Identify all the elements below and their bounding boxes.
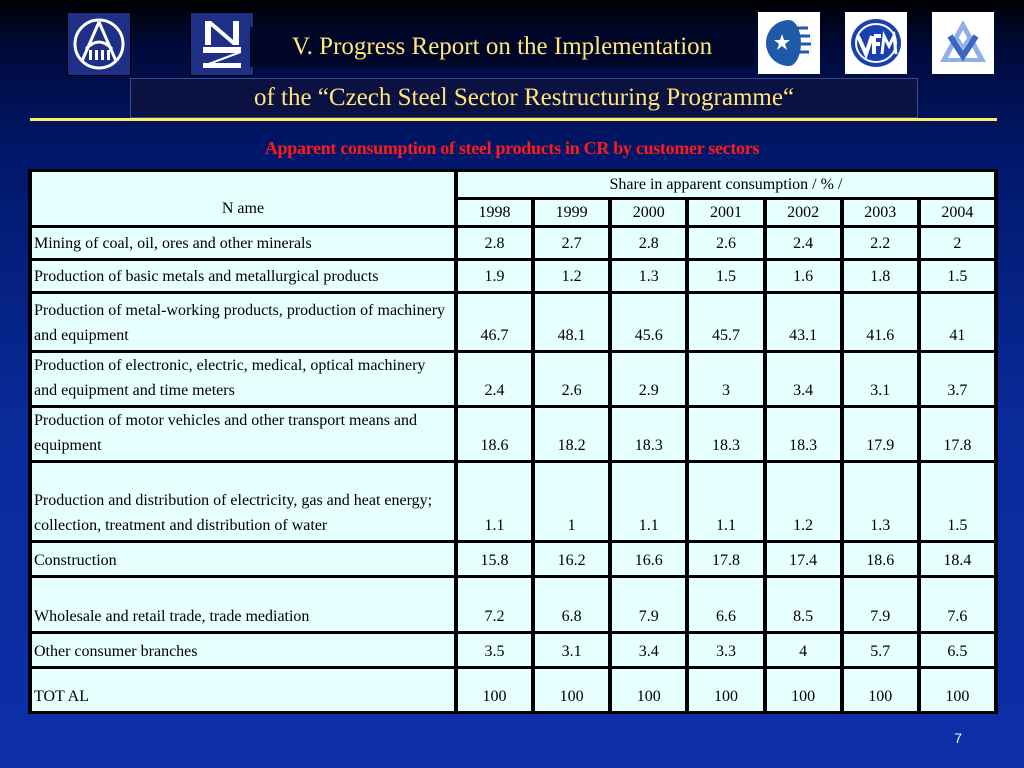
year-header: 1999: [535, 200, 608, 225]
sector-name-cell: Production of metal-working products, production of machinery and equipment: [32, 294, 454, 349]
share-value-cell: 100: [767, 669, 840, 711]
table-row: [32, 228, 994, 258]
share-value-cell: 1: [535, 463, 608, 540]
share-value-cell: 1.5: [921, 261, 994, 291]
share-value-cell: 18.3: [612, 408, 685, 460]
share-value-cell: 7.9: [844, 578, 917, 630]
share-value-cell: 2: [921, 228, 994, 258]
share-value-cell: 1.2: [767, 463, 840, 540]
share-value-cell: 2.4: [767, 228, 840, 258]
table-row: [32, 543, 994, 575]
table-subtitle: Apparent consumption of steel products in CR by customer sectors: [264, 138, 760, 158]
share-value-cell: 41.6: [844, 294, 917, 349]
share-value-cell: 2.4: [458, 353, 531, 405]
share-value-cell: 16.2: [535, 543, 608, 575]
share-value-cell: 45.7: [689, 294, 762, 349]
share-value-cell: 3.3: [689, 634, 762, 666]
share-value-cell: 17.8: [921, 408, 994, 460]
share-value-cell: 1.5: [689, 261, 762, 291]
share-value-cell: 1.1: [689, 463, 762, 540]
vfm-oval-logo: [845, 12, 907, 74]
share-value-cell: 2.2: [844, 228, 917, 258]
sector-name-cell: TOT AL: [32, 669, 454, 711]
table-row: [32, 261, 994, 291]
share-value-cell: 3.4: [767, 353, 840, 405]
share-value-cell: 3.5: [458, 634, 531, 666]
share-value-cell: 1.1: [458, 463, 531, 540]
table-row: [32, 353, 994, 405]
sector-name-cell: Production of electronic, electric, medical, optical machinery and equipment and time meters: [32, 353, 454, 405]
share-value-cell: 100: [612, 669, 685, 711]
share-value-cell: 8.5: [767, 578, 840, 630]
title-divider: [30, 118, 997, 121]
title-line-1-box: [250, 27, 754, 67]
share-value-cell: 2.7: [535, 228, 608, 258]
share-value-cell: 100: [844, 669, 917, 711]
share-value-cell: 1.2: [535, 261, 608, 291]
share-value-cell: 100: [535, 669, 608, 711]
year-header: 2004: [921, 200, 994, 225]
share-value-cell: 16.6: [612, 543, 685, 575]
share-value-cell: 7.9: [612, 578, 685, 630]
share-value-cell: 15.8: [458, 543, 531, 575]
share-value-cell: 6.5: [921, 634, 994, 666]
share-value-cell: 18.2: [535, 408, 608, 460]
slide-title-line-1: V. Progress Report on the Implementation: [291, 33, 713, 60]
sector-name-cell: Mining of coal, oil, ores and other minerals: [32, 228, 454, 258]
share-value-cell: 18.3: [689, 408, 762, 460]
share-value-cell: 7.2: [458, 578, 531, 630]
consumption-table: [28, 169, 998, 714]
slide-title-line-2: of the “Czech Steel Sector Restructuring Programme“: [253, 84, 795, 111]
sector-name-cell: Production of basic metals and metallurgical products: [32, 261, 454, 291]
year-header: 2001: [689, 200, 762, 225]
share-value-cell: 43.1: [767, 294, 840, 349]
share-group-header: Share in apparent consumption / % /: [458, 172, 994, 197]
table-row: [32, 463, 994, 540]
share-value-cell: 18.4: [921, 543, 994, 575]
year-header: 2003: [844, 200, 917, 225]
table-row: [32, 669, 994, 711]
year-header: 2000: [612, 200, 685, 225]
share-value-cell: 41: [921, 294, 994, 349]
share-value-cell: 1.8: [844, 261, 917, 291]
share-value-cell: 1.9: [458, 261, 531, 291]
share-value-cell: 100: [921, 669, 994, 711]
year-header: 1998: [458, 200, 531, 225]
table-row: [32, 294, 994, 349]
share-value-cell: 18.6: [844, 543, 917, 575]
share-value-cell: 45.6: [612, 294, 685, 349]
share-value-cell: 2.6: [689, 228, 762, 258]
table-row: [32, 634, 994, 666]
table-row: [32, 578, 994, 630]
year-header: 2002: [767, 200, 840, 225]
share-value-cell: 6.8: [535, 578, 608, 630]
building-arch-logo: [67, 12, 131, 76]
table-row: [32, 408, 994, 460]
share-value-cell: 6.6: [689, 578, 762, 630]
share-value-cell: 18.3: [767, 408, 840, 460]
sector-name-cell: Wholesale and retail trade, trade mediation: [32, 578, 454, 630]
share-value-cell: 3.1: [535, 634, 608, 666]
sector-name-cell: Other consumer branches: [32, 634, 454, 666]
share-value-cell: 2.8: [612, 228, 685, 258]
share-value-cell: 1.1: [612, 463, 685, 540]
share-value-cell: 3.7: [921, 353, 994, 405]
sector-name-cell: Production of motor vehicles and other transport means and equipment: [32, 408, 454, 460]
share-value-cell: 100: [689, 669, 762, 711]
share-value-cell: 3: [689, 353, 762, 405]
share-value-cell: 17.8: [689, 543, 762, 575]
globe-star-logo: [758, 12, 820, 74]
share-value-cell: 1.3: [612, 261, 685, 291]
share-value-cell: 100: [458, 669, 531, 711]
share-value-cell: 4: [767, 634, 840, 666]
share-value-cell: 3.1: [844, 353, 917, 405]
name-column-header: N ame: [32, 172, 454, 225]
share-value-cell: 1.5: [921, 463, 994, 540]
title-line-2-box: [130, 78, 918, 118]
share-value-cell: 7.6: [921, 578, 994, 630]
share-value-cell: 17.9: [844, 408, 917, 460]
share-value-cell: 5.7: [844, 634, 917, 666]
share-value-cell: 2.6: [535, 353, 608, 405]
share-value-cell: 18.6: [458, 408, 531, 460]
sector-name-cell: Production and distribution of electricity, gas and heat energy; collection, treatment and distribution of water: [32, 463, 454, 540]
share-value-cell: 2.9: [612, 353, 685, 405]
share-value-cell: 2.8: [458, 228, 531, 258]
share-value-cell: 1.6: [767, 261, 840, 291]
page-number: 7: [954, 730, 962, 746]
v-triangle-logo: [932, 12, 994, 74]
share-value-cell: 3.4: [612, 634, 685, 666]
nz-monogram-logo: [190, 12, 254, 76]
share-value-cell: 46.7: [458, 294, 531, 349]
share-value-cell: 48.1: [535, 294, 608, 349]
share-value-cell: 17.4: [767, 543, 840, 575]
share-value-cell: 1.3: [844, 463, 917, 540]
sector-name-cell: Construction: [32, 543, 454, 575]
